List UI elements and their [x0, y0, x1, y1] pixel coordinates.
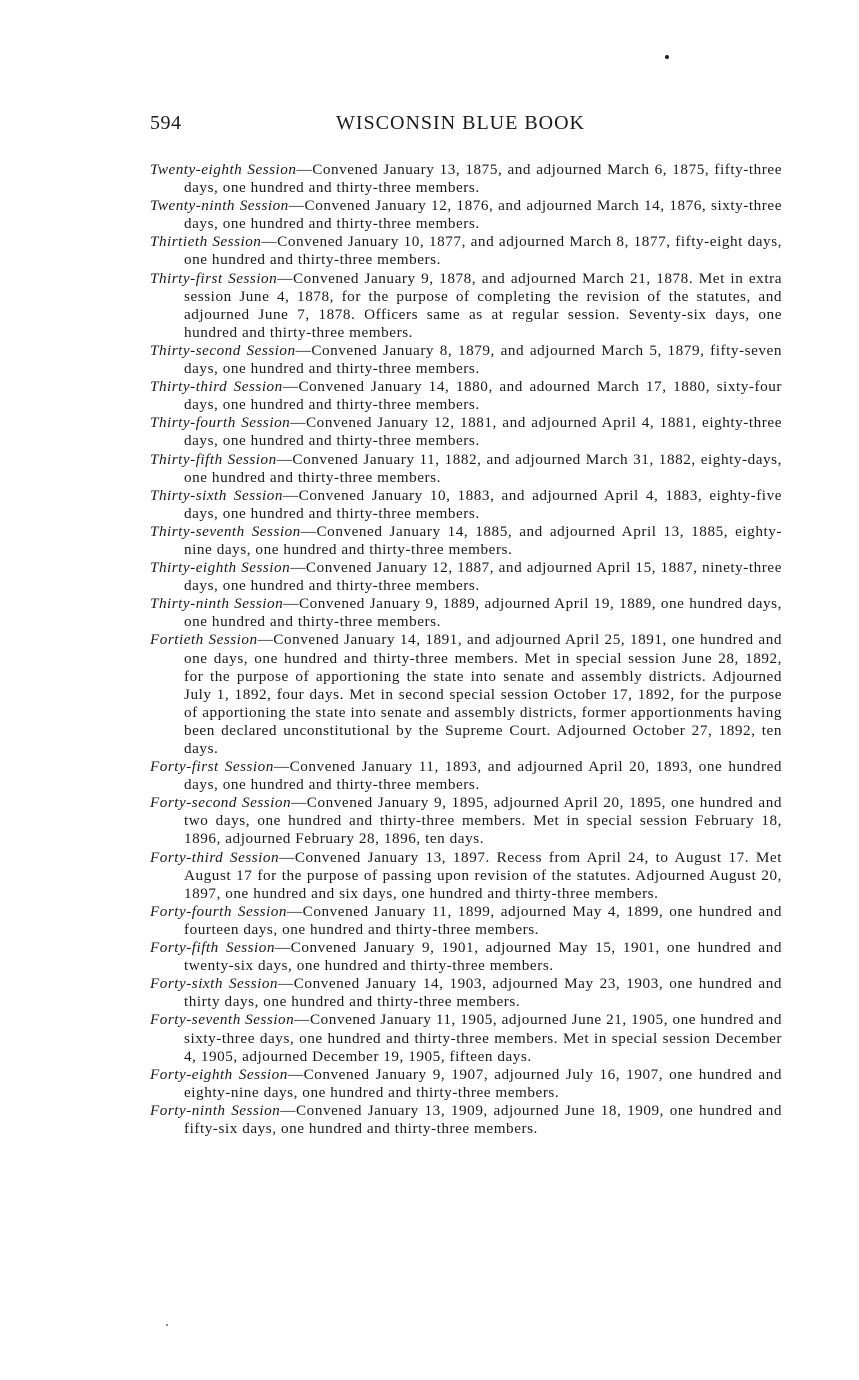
session-entry	[150, 233, 782, 269]
session-entry	[150, 270, 782, 342]
session-text: —Convened January 12, 1887, and adjourned April 15, 1887, ninety-three days, one hundred and thirty-three members.	[184, 559, 782, 595]
session-entry	[150, 794, 782, 848]
session-title: Forty-seventh Session	[150, 1011, 295, 1029]
session-title: Forty-sixth Session	[150, 975, 279, 993]
session-entry	[150, 487, 782, 523]
session-text: —Convened January 12, 1876, and adjourned March 14, 1876, sixty-three days, one hundred and thirty-three members.	[184, 197, 782, 233]
session-title: Fortieth Session	[150, 631, 258, 649]
session-title: Forty-second Session	[150, 794, 292, 812]
session-entry	[150, 631, 782, 758]
session-entry	[150, 939, 782, 975]
session-text: —Convened January 11, 1882, and adjourned March 31, 1882, eighty-days, one hundred and thirty-three members.	[184, 450, 782, 486]
session-text: —Convened January 13, 1875, and adjourned March 6, 1875, fifty-three days, one hundred and thirty-three members.	[184, 161, 782, 197]
session-title: Forty-ninth Session	[150, 1101, 281, 1119]
session-entry	[150, 975, 782, 1011]
ink-speck	[166, 1324, 168, 1326]
session-text: —Convened January 13, 1909, adjourned June 18, 1909, one hundred and fifty-six days, one hundred and thirty-three members.	[184, 1101, 782, 1137]
session-list	[150, 161, 782, 1138]
session-title: Thirty-sixth Session	[150, 486, 283, 504]
session-text: —Convened January 10, 1883, and adjourned April 4, 1883, eighty-five days, one hundred and thirty-three members.	[184, 486, 783, 522]
session-text: —Convened January 12, 1881, and adjourned April 4, 1881, eighty-three days, one hundred and thirty-three members.	[184, 414, 782, 450]
page-header	[150, 112, 782, 138]
running-head: WISCONSIN BLUE BOOK	[336, 112, 585, 134]
session-text: —Convened January 11, 1899, adjourned May 4, 1899, one hundred and fourteen days, one hundred and thirty-three members.	[184, 902, 782, 938]
session-text: —Convened January 9, 1895, adjourned April 20, 1895, one hundred and two days, one hundred and thirty-three members. Met in special session February 18, 1896, adjourned February 28, 1896, ten days.	[184, 794, 782, 848]
session-title: Thirty-third Session	[150, 378, 283, 396]
session-entry	[150, 414, 782, 450]
page-number: 594	[150, 112, 182, 134]
session-entry	[150, 161, 782, 197]
session-text: —Convened January 10, 1877, and adjourned March 8, 1877, fifty-eight days, one hundred and thirty-three members.	[184, 233, 783, 269]
session-entry	[150, 1011, 782, 1065]
session-text: —Convened January 14, 1885, and adjourned April 13, 1885, eighty-nine days, one hundred and thirty-three members.	[184, 522, 782, 558]
session-title: Thirty-fifth Session	[150, 450, 277, 468]
session-title: Thirty-seventh Session	[150, 522, 301, 540]
session-title: Twenty-ninth Session	[150, 197, 289, 215]
session-title: Thirty-first Session	[150, 269, 278, 287]
session-entry	[150, 451, 782, 487]
session-entry	[150, 1102, 782, 1138]
session-text: —Convened January 11, 1893, and adjourned April 20, 1893, one hundred days, one hundred and thirty-three members.	[184, 758, 782, 794]
session-title: Twenty-eighth Session	[150, 161, 297, 178]
session-text: —Convened January 8, 1879, and adjourned March 5, 1879, fifty-seven days, one hundred and thirty-three members.	[184, 341, 782, 378]
session-title: Forty-fourth Session	[150, 902, 287, 920]
session-entry	[150, 903, 782, 939]
session-title: Forty-fifth Session	[150, 939, 275, 957]
session-entry	[150, 523, 782, 559]
session-text: —Convened January 9, 1907, adjourned July 16, 1907, one hundred and eighty-nine days, one hundred and thirty-three members.	[184, 1065, 782, 1101]
session-text: —Convened January 9, 1889, adjourned April 19, 1889, one hundred days, one hundred and thirty-three members.	[184, 595, 782, 631]
session-text: —Convened January 11, 1905, adjourned June 21, 1905, one hundred and sixty-three days, one hundred and thirty-three members. Met in special session December 4, 1905, adjourned December 19, 1905, fifteen days.	[184, 1011, 782, 1065]
session-text: —Convened January 14, 1880, and adourned March 17, 1880, sixty-four days, one hundred and thirty-three members.	[184, 378, 782, 414]
session-entry	[150, 849, 782, 903]
session-title: Thirtieth Session	[150, 233, 262, 251]
session-text: —Convened January 13, 1897. Recess from April 24, to August 17. Met August 17 for the purpose of passing upon revision of the statutes. Adjourned August 20, 1897, one hundred and six days, one hundred and thirty-three members.	[184, 848, 782, 902]
session-entry	[150, 197, 782, 233]
session-entry	[150, 1066, 782, 1102]
session-entry	[150, 378, 782, 414]
session-text: —Convened January 9, 1901, adjourned May 15, 1901, one hundred and twenty-six days, one hundred and thirty-three members.	[184, 939, 782, 975]
session-title: Forty-first Session	[150, 758, 274, 776]
ink-speck	[665, 55, 669, 59]
session-title: Thirty-fourth Session	[150, 414, 291, 432]
session-title: Forty-eighth Session	[150, 1065, 288, 1083]
session-entry	[150, 758, 782, 794]
session-text: —Convened January 14, 1891, and adjourned April 25, 1891, one hundred and one days, one hundred and thirty-three members. Met in special session June 28, 1892, for the purpose of apportioning the state into senate and assembly districts. Adjourned July 1, 1892, four days. Met in second special session October 17, 1892, for the purpose of apportioning the state into senate and assembly districts, former apportionments having been declared unconstitutional by the Supreme Court. Adjourned October 27, 1892, ten days.	[184, 631, 782, 757]
session-title: Forty-third Session	[150, 848, 280, 866]
session-text: —Convened January 9, 1878, and adjourned March 21, 1878. Met in extra session June 4, 1878, for the purpose of completing the revision of the statutes, and adjourned June 7, 1878. Officers same as at regular session. Seventy-six days, one hundred and thirty-three members.	[184, 269, 782, 341]
session-entry	[150, 559, 782, 595]
session-title: Thirty-eighth Session	[150, 559, 291, 577]
session-text: —Convened January 14, 1903, adjourned May 23, 1903, one hundred and thirty days, one hundred and thirty-three members.	[184, 975, 782, 1011]
session-title: Thirty-second Session	[150, 341, 296, 359]
session-entry	[150, 595, 782, 631]
session-title: Thirty-ninth Session	[150, 595, 284, 613]
session-entry	[150, 342, 782, 378]
